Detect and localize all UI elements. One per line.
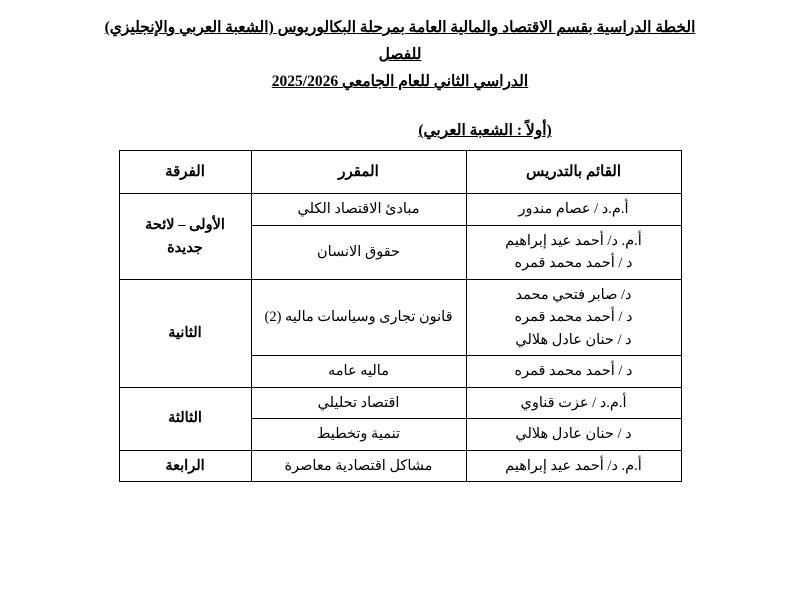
table-row: [119, 279, 681, 355]
course-cell: مبادئ الاقتصاد الكلي: [251, 194, 466, 225]
column-header-course: المقرر: [251, 151, 466, 194]
teacher-name: د / أحمد محمد قمره: [514, 255, 633, 272]
section-heading: (أولاً : الشعبة العربي): [418, 122, 552, 140]
year-cell: الثالثة: [119, 387, 251, 450]
year-cell: الرابعة: [119, 450, 251, 481]
course-cell: اقتصاد تحليلي: [251, 387, 466, 418]
teacher-name: أ.م.د / عصام مندور: [518, 201, 629, 218]
course-cell: تنمية وتخطيط: [251, 419, 466, 450]
course-cell: قانون تجارى وسياسات ماليه (2): [251, 279, 466, 355]
teacher-cell: [466, 279, 681, 355]
teacher-cell: [466, 419, 681, 450]
teacher-name: أ.م.د / عزت قناوي: [520, 394, 627, 411]
teacher-cell: [466, 450, 681, 481]
document-title-line-2: الدراسي الثاني للعام الجامعي 2025/2026: [271, 73, 529, 91]
document-title: [86, 14, 714, 95]
course-cell: حقوق الانسان: [251, 225, 466, 279]
teacher-name: د / حنان عادل هلالي: [515, 331, 632, 348]
teacher-name: د / أحمد محمد قمره: [514, 363, 633, 380]
year-cell: الأولى – لائحة جديدة: [119, 194, 251, 279]
column-header-teacher: القائم بالتدريس: [466, 151, 681, 194]
table-body: [119, 194, 681, 482]
table-row: [119, 450, 681, 481]
teacher-name: د / حنان عادل هلالي: [515, 426, 632, 443]
teacher-name: د/ صابر فتحي محمد: [515, 286, 632, 303]
table-row: [119, 387, 681, 418]
teacher-cell: [466, 225, 681, 279]
table-header-row: [119, 151, 681, 194]
table-row: [119, 194, 681, 225]
study-plan-table: [119, 150, 682, 482]
teacher-cell: [466, 194, 681, 225]
document-title-line-1: الخطة الدراسية بقسم الاقتصاد والمالية العامة بمرحلة البكالوريوس (الشعبة العربي والإنجليزي) للفصل: [104, 19, 696, 64]
course-cell: مشاكل اقتصادية معاصرة: [251, 450, 466, 481]
teacher-cell: [466, 356, 681, 387]
column-header-year: الفرقة: [119, 151, 251, 194]
teacher-name: د / أحمد محمد قمره: [514, 309, 633, 326]
teacher-cell: [466, 387, 681, 418]
teacher-name: أ.م. د/ أحمد عيد إبراهيم: [505, 457, 642, 474]
teacher-name: أ.م. د/ أحمد عيد إبراهيم: [505, 232, 642, 249]
year-cell: الثانية: [119, 279, 251, 387]
course-cell: ماليه عامه: [251, 356, 466, 387]
